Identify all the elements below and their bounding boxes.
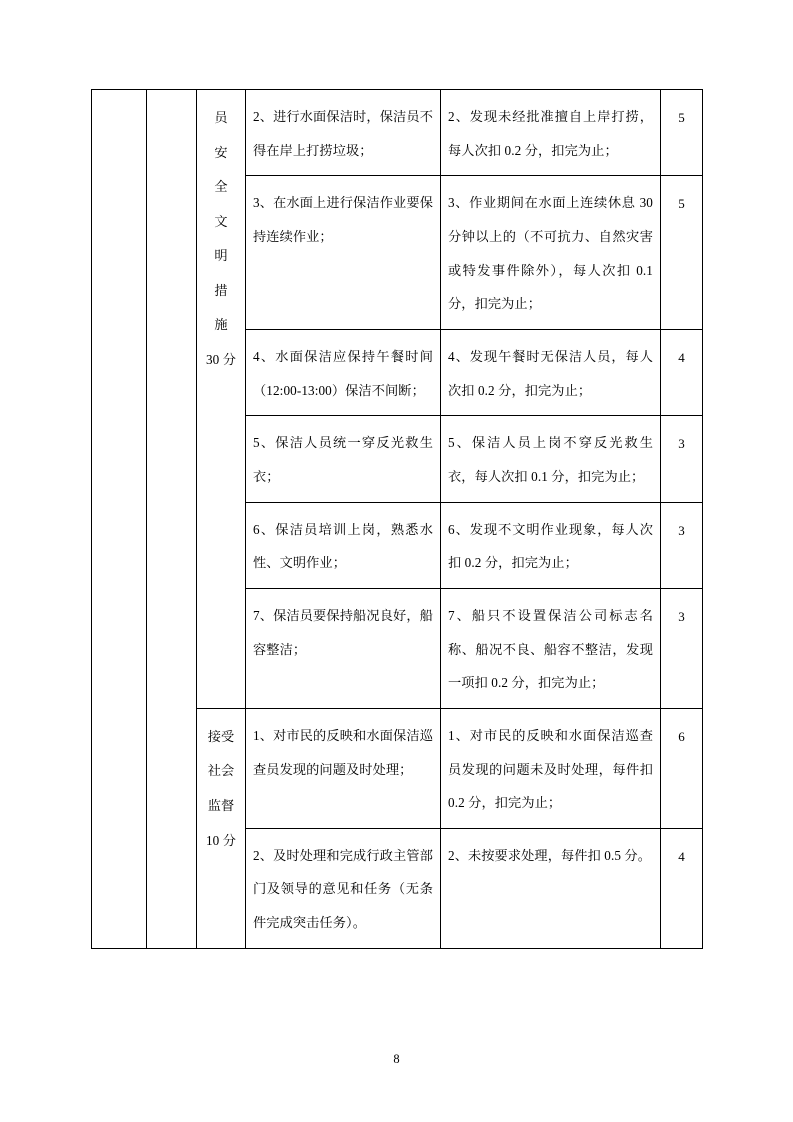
cell-requirement [246,708,441,828]
group-char-0: 员 [214,110,228,125]
deduction-text: 5、保洁人员上岗不穿反光救生衣，每人次扣 0.1 分，扣完为止； [448,435,653,484]
cell-requirement [246,90,441,176]
group-char-2: 监督 [207,798,235,813]
requirement-text: 5、保洁人员统一穿反光救生衣； [253,435,433,484]
requirement-text: 1、对市民的反映和水面保洁巡查员发现的问题及时处理； [253,727,433,777]
cell-deduction [441,176,661,330]
cell-requirement [246,416,441,502]
group-char-3: 文 [214,213,228,229]
cell-requirement [246,176,441,330]
group-char-1: 安 [214,144,228,160]
score-value: 3 [678,522,685,538]
deduction-text: 2、发现未经批准擅自上岸打捞，每人次扣 0.2 分，扣完为止； [448,109,653,158]
scoring-table [91,89,703,949]
group-char-1: 社会 [207,763,235,779]
cell-group-safety-civilized [197,90,246,709]
group-points-social-supervision: 10 分 [205,832,237,848]
group-label-safety-civilized [197,90,245,386]
score-value: 5 [678,196,685,212]
group-points-safety-civilized: 30 分 [205,352,237,368]
table-row [92,90,703,176]
cell-score [661,828,703,948]
cell-score [661,502,703,588]
group-char-2: 全 [214,179,228,195]
cell-score [661,329,703,415]
score-value: 5 [678,110,685,125]
group-char-0: 接受 [207,728,235,744]
cell-score [661,176,703,330]
requirement-text: 4、水面保洁应保持午餐时间（12:00-13:00）保洁不间断； [253,348,433,398]
requirement-text: 6、保洁员培训上岗，熟悉水性、文明作业； [253,521,433,571]
cell-deduction [441,828,661,948]
score-value: 3 [678,436,685,452]
deduction-text: 3、作业期间在水面上连续休息 30 分钟以上的（不可抗力、自然灾害或特发事件除外），每人次扣 0.1 分，扣完为止； [448,195,653,312]
page-number: 8 [393,1052,400,1066]
cell-requirement [246,502,441,588]
requirement-text: 7、保洁员要保持船况良好，船容整洁； [253,607,433,657]
deduction-text: 4、发现午餐时无保洁人员，每人次扣 0.2 分，扣完为止； [448,348,653,398]
cell-requirement [246,329,441,415]
cell-deduction [441,416,661,502]
group-label-social-supervision [197,709,245,866]
group-char-4: 明 [214,248,228,264]
deduction-text: 1、对市民的反映和水面保洁巡查员发现的问题未及时处理，每件扣 0.2 分，扣完为止； [448,727,653,811]
requirement-text: 3、在水面上进行保洁作业要保持连续作业； [253,195,433,244]
score-value: 6 [678,728,685,744]
requirement-text: 2、及时处理和完成行政主管部门及领导的意见和任务（无条件完成突击任务）。 [253,847,433,931]
score-value: 4 [678,848,685,864]
cell-requirement [246,588,441,708]
deduction-text: 7、船只不设置保洁公司标志名称、船况不良、船容不整洁，发现一项扣 0.2 分，扣完为止； [448,607,653,691]
score-value: 4 [678,349,685,365]
cell-deduction [441,502,661,588]
cell-score [661,588,703,708]
cell-deduction [441,90,661,176]
cell-group-social-supervision [197,708,246,948]
requirement-text: 2、进行水面保洁时，保洁员不得在岸上打捞垃圾； [253,109,433,158]
cell-category-1 [92,90,147,949]
cell-deduction [441,708,661,828]
cell-category-2 [147,90,197,949]
cell-deduction [441,329,661,415]
score-value: 3 [678,608,685,624]
cell-requirement [246,828,441,948]
deduction-text: 2、未按要求处理，每件扣 0.5 分。 [448,847,652,863]
group-char-5: 措 [214,282,228,298]
cell-score [661,90,703,176]
group-char-6: 施 [214,317,228,333]
deduction-text: 6、发现不文明作业现象，每人次扣 0.2 分，扣完为止； [448,521,653,571]
cell-score [661,708,703,828]
cell-score [661,416,703,502]
cell-deduction [441,588,661,708]
